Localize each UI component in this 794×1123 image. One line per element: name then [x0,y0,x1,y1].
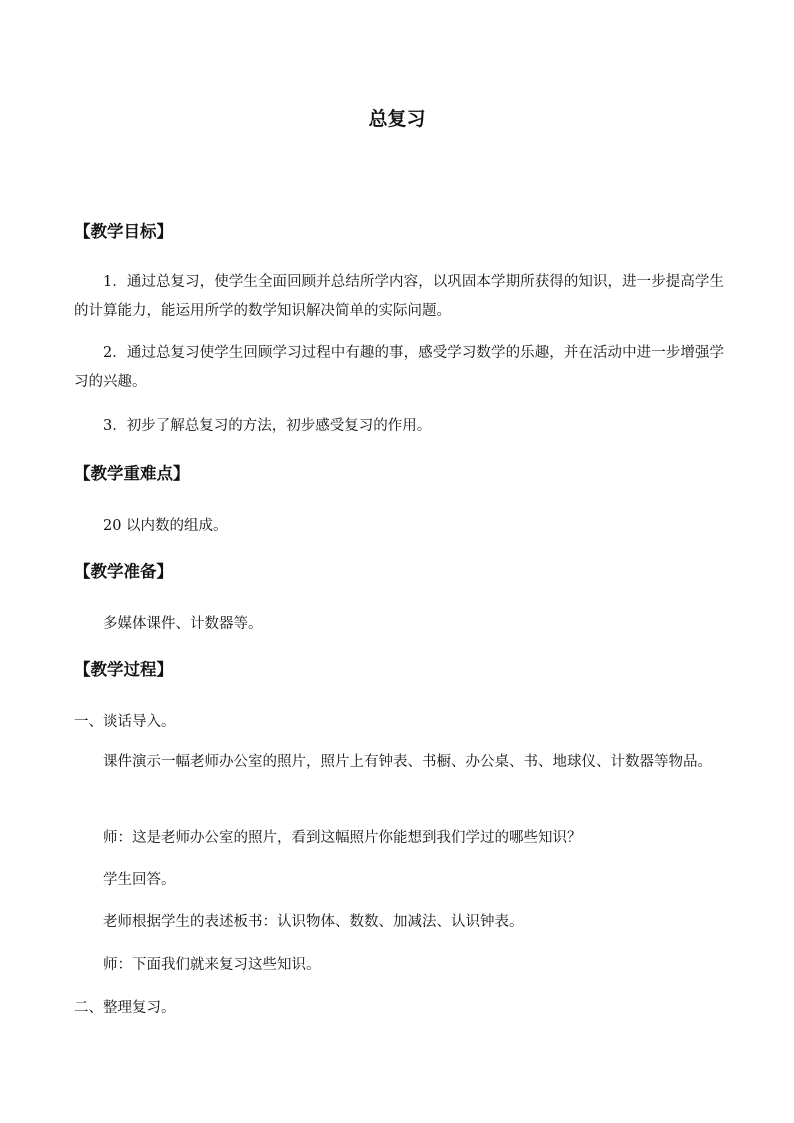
preparation-text: 多媒体课件、计数器等。 [103,616,263,632]
key-points-text: 20 以内数的组成。 [103,518,228,534]
objective-paragraph-3: 3．初步了解总复习的方法，初步感受复习的作用。 [103,418,432,434]
document-title: 总复习 [368,108,426,130]
process-paragraph-teacher-question: 师：这是老师办公室的照片，看到这幅照片你能想到我们学过的哪些知识？ [103,830,582,846]
process-step-1-heading: 一、谈话导入。 [74,714,176,730]
section-heading-key-points: 【教学重难点】 [74,464,190,483]
section-heading-objectives: 【教学目标】 [74,222,173,241]
section-heading-process: 【教学过程】 [74,660,173,679]
objective-paragraph-2: 2．通过总复习使学生回顾学习过程中有趣的事，感受学习数学的乐趣，并在活动中进一步增强学习的兴趣。 [74,345,724,390]
objective-paragraph-1: 1．通过总复习，使学生全面回顾并总结所学内容，以巩固本学期所获得的知识，进一步提高学生的计算能力，能运用所学的数学知识解决简单的实际问题。 [74,274,724,319]
process-paragraph-board-writing: 老师根据学生的表述板书：认识物体、数数、加减法、认识钟表。 [103,914,524,930]
process-paragraph-student-answer: 学生回答。 [103,872,176,888]
section-heading-preparation: 【教学准备】 [74,562,173,581]
process-step-2-heading: 二、整理复习。 [74,1000,176,1016]
process-paragraph-teacher-review: 师：下面我们就来复习这些知识。 [103,957,321,973]
process-paragraph-photo: 课件演示一幅老师办公室的照片，照片上有钟表、书橱、办公桌、书、地球仪、计数器等物品。 [103,754,712,770]
